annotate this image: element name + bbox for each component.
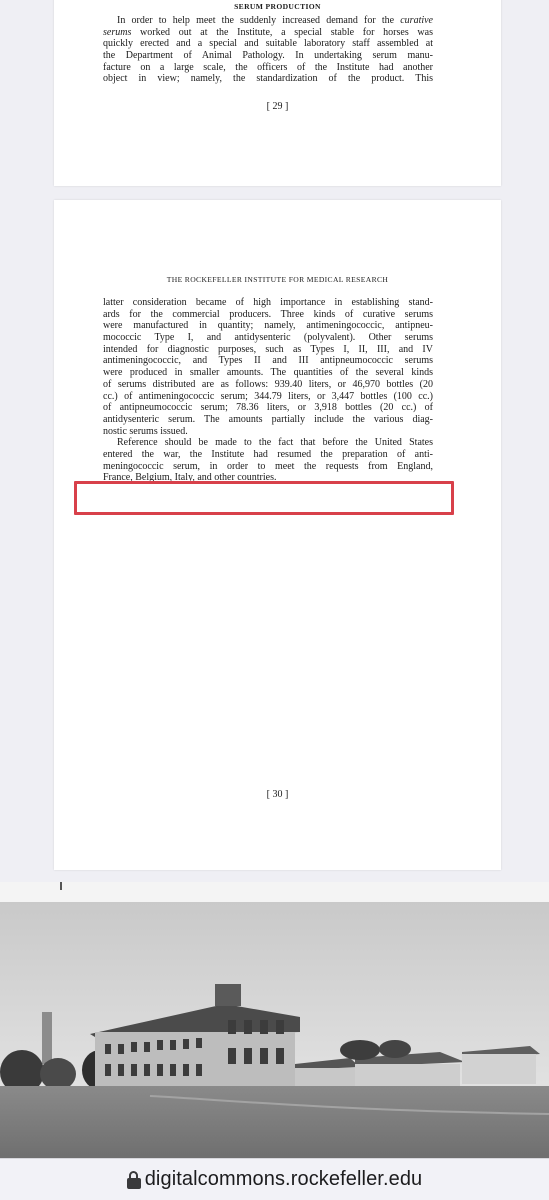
lock-icon bbox=[127, 1171, 141, 1189]
running-head: SERUM PRODUCTION bbox=[234, 2, 321, 11]
text-line: facture on a large scale, the officers of the Institute had another bbox=[103, 61, 433, 73]
running-head: THE ROCKEFELLER INSTITUTE FOR MEDICAL RESEARCH bbox=[166, 275, 389, 284]
page-body-text bbox=[103, 15, 433, 85]
text-line: were produced in smaller amounts. The quantities of the several kinds bbox=[103, 367, 433, 379]
text-line: quickly erected and a special and suitable laboratory staff assembled at bbox=[103, 38, 433, 50]
text-line: were manufactured in quantity; namely, antimeningococcic, antipneu- bbox=[103, 320, 433, 332]
text-line: of antipneumococcic serum; 78.36 liters, or 3,918 bottles (20 cc.) of bbox=[103, 402, 433, 414]
document-page-29 bbox=[54, 0, 501, 186]
text-line: mococcic Type I, and antidysenteric (polyvalent). Other serums bbox=[103, 332, 433, 344]
text-line: cc.) of antimeningococcic serum; 344.79 liters, or 3,447 bottles (100 cc.) bbox=[103, 390, 433, 402]
url-domain[interactable]: digitalcommons.rockefeller.edu bbox=[144, 1168, 423, 1190]
building-photograph bbox=[0, 882, 549, 1158]
address-bar[interactable] bbox=[0, 1158, 549, 1200]
text-line: In order to help meet the suddenly increased demand for the curative bbox=[117, 15, 433, 26]
page-number: [ 30 ] bbox=[266, 789, 289, 800]
highlight-annotation-box bbox=[74, 481, 454, 515]
page-number: [ 29 ] bbox=[266, 101, 289, 112]
text-line: meningococcic serum, in order to meet the requests from England, bbox=[103, 460, 433, 472]
text-line: Reference should be made to the fact that before the United States bbox=[117, 437, 433, 449]
text-line: object in view; namely, the standardization of the product. This bbox=[103, 73, 433, 85]
page-body-text bbox=[103, 297, 433, 484]
text-line: France, Belgium, Italy, and other countries. bbox=[103, 472, 277, 484]
document-page-30 bbox=[54, 200, 501, 870]
text-line: intended for diagnostic purposes, such as Types I, II, III, and IV bbox=[103, 343, 433, 355]
text-line: the Department of Animal Pathology. In undertaking serum manu- bbox=[103, 50, 433, 62]
text-line: ards for the commercial producers. Three kinds of curative serums bbox=[103, 308, 433, 320]
text-line: antidysenteric serum. The amounts partially include the various diag- bbox=[103, 413, 433, 425]
text-line: of serums distributed are as follows: 939.40 liters, or 46,970 bottles (20 bbox=[103, 378, 433, 390]
text-line: serums worked out at the Institute, a special stable for horses was bbox=[103, 26, 433, 38]
text-line: nostic serums issued. bbox=[103, 425, 188, 437]
text-line: entered the war, the Institute had resumed the preparation of anti- bbox=[103, 448, 433, 460]
photo-illustration bbox=[0, 882, 549, 1158]
text-line: latter consideration became of high importance in establishing stand- bbox=[103, 297, 433, 308]
text-line: antimeningococcic, and Types II and III antipneumococcic serums bbox=[103, 355, 433, 367]
